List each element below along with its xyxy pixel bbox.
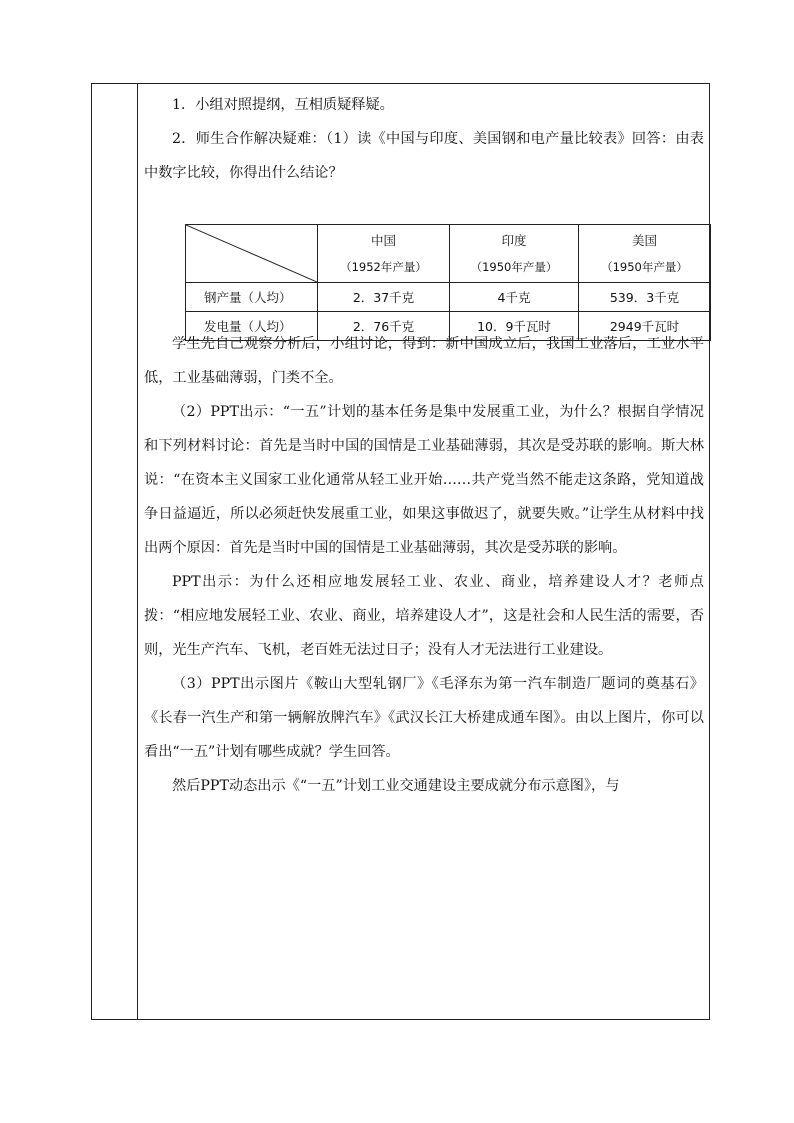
paragraph-step-1: 1．小组对照提纲，互相质疑释疑。: [172, 97, 394, 113]
column-divider: [137, 83, 138, 1020]
table-cell: 2．37千克: [318, 283, 450, 312]
table-cell: 2．76千克: [318, 312, 450, 341]
paragraph-light-industry: PPT出示：为什么还相应地发展轻工业、农业、商业，培养建设人才？老师点拨：“相应地发展轻工业、农业、商业，培养建设人才”，这是社会和人民生活的需要，否则，光生产汽车、飞机，老百姓无法过日子；没有人才无法进行工业建设。: [144, 574, 704, 658]
table-header-row: [186, 225, 711, 283]
row-label: 发电量（人均）: [186, 312, 318, 341]
column-header-india: [450, 225, 579, 283]
table-row-steel: [186, 283, 711, 312]
country-name: 美国: [631, 232, 657, 248]
row-label: 钢产量（人均）: [186, 283, 318, 312]
comparison-table: [185, 224, 711, 341]
paragraph-conclusion: 学生先自己观察分析后，小组讨论，得到：新中国成立后，我国工业落后，工业水平低，工业基础薄弱，门类不全。: [144, 336, 704, 386]
column-header-usa: [579, 225, 711, 283]
table-cell: 539．3千克: [579, 283, 711, 312]
diagonal-header-cell: [186, 225, 318, 283]
paragraph-step-2: 2．师生合作解决疑难：（1）读《中国与印度、美国钢和电产量比较表》回答：由表中数字比较，你得出什么结论？: [144, 131, 704, 181]
table-row-power: [186, 312, 711, 341]
year-note: （1952年产量）: [340, 259, 427, 274]
table-cell: 10．9千瓦时: [450, 312, 579, 341]
table-cell: 4千克: [450, 283, 579, 312]
paragraph-map: 然后PPT动态出示《“一五”计划工业交通建设主要成就分布示意图》，与: [172, 778, 620, 794]
country-name: 印度: [501, 232, 527, 248]
year-note: （1950年产量）: [470, 259, 558, 274]
year-note: （1950年产量）: [601, 259, 688, 274]
country-name: 中国: [370, 232, 396, 248]
document-body: [144, 88, 704, 803]
column-header-china: [318, 225, 450, 283]
table-cell: 2949千瓦时: [579, 312, 711, 341]
paragraph-achievements: （3）PPT出示图片《鞍山大型轧钢厂》《毛泽东为第一汽车制造厂题词的奠基石》《长春一汽生产和第一辆解放牌汽车》《武汉长江大桥建成通车图》。由以上图片，你可以看出“一五”计划有哪些成就？学生回答。: [144, 676, 704, 760]
diagonal-line: [186, 225, 317, 282]
paragraph-reason: （2）PPT出示：“一五”计划的基本任务是集中发展重工业，为什么？根据自学情况和下列材料讨论：首先是当时中国的国情是工业基础薄弱，其次是受苏联的影响。斯大林说：“在资本主义国家工业化通常从轻工业开始……共产党当然不能走这条路，党知道战争日益逼近，所以必须赶快发展重工业，如果这事做迟了，就要失败。”让学生从材料中找出两个原因：首先是当时中国的国情是工业基础薄弱，其次是受苏联的影响。: [144, 404, 704, 556]
